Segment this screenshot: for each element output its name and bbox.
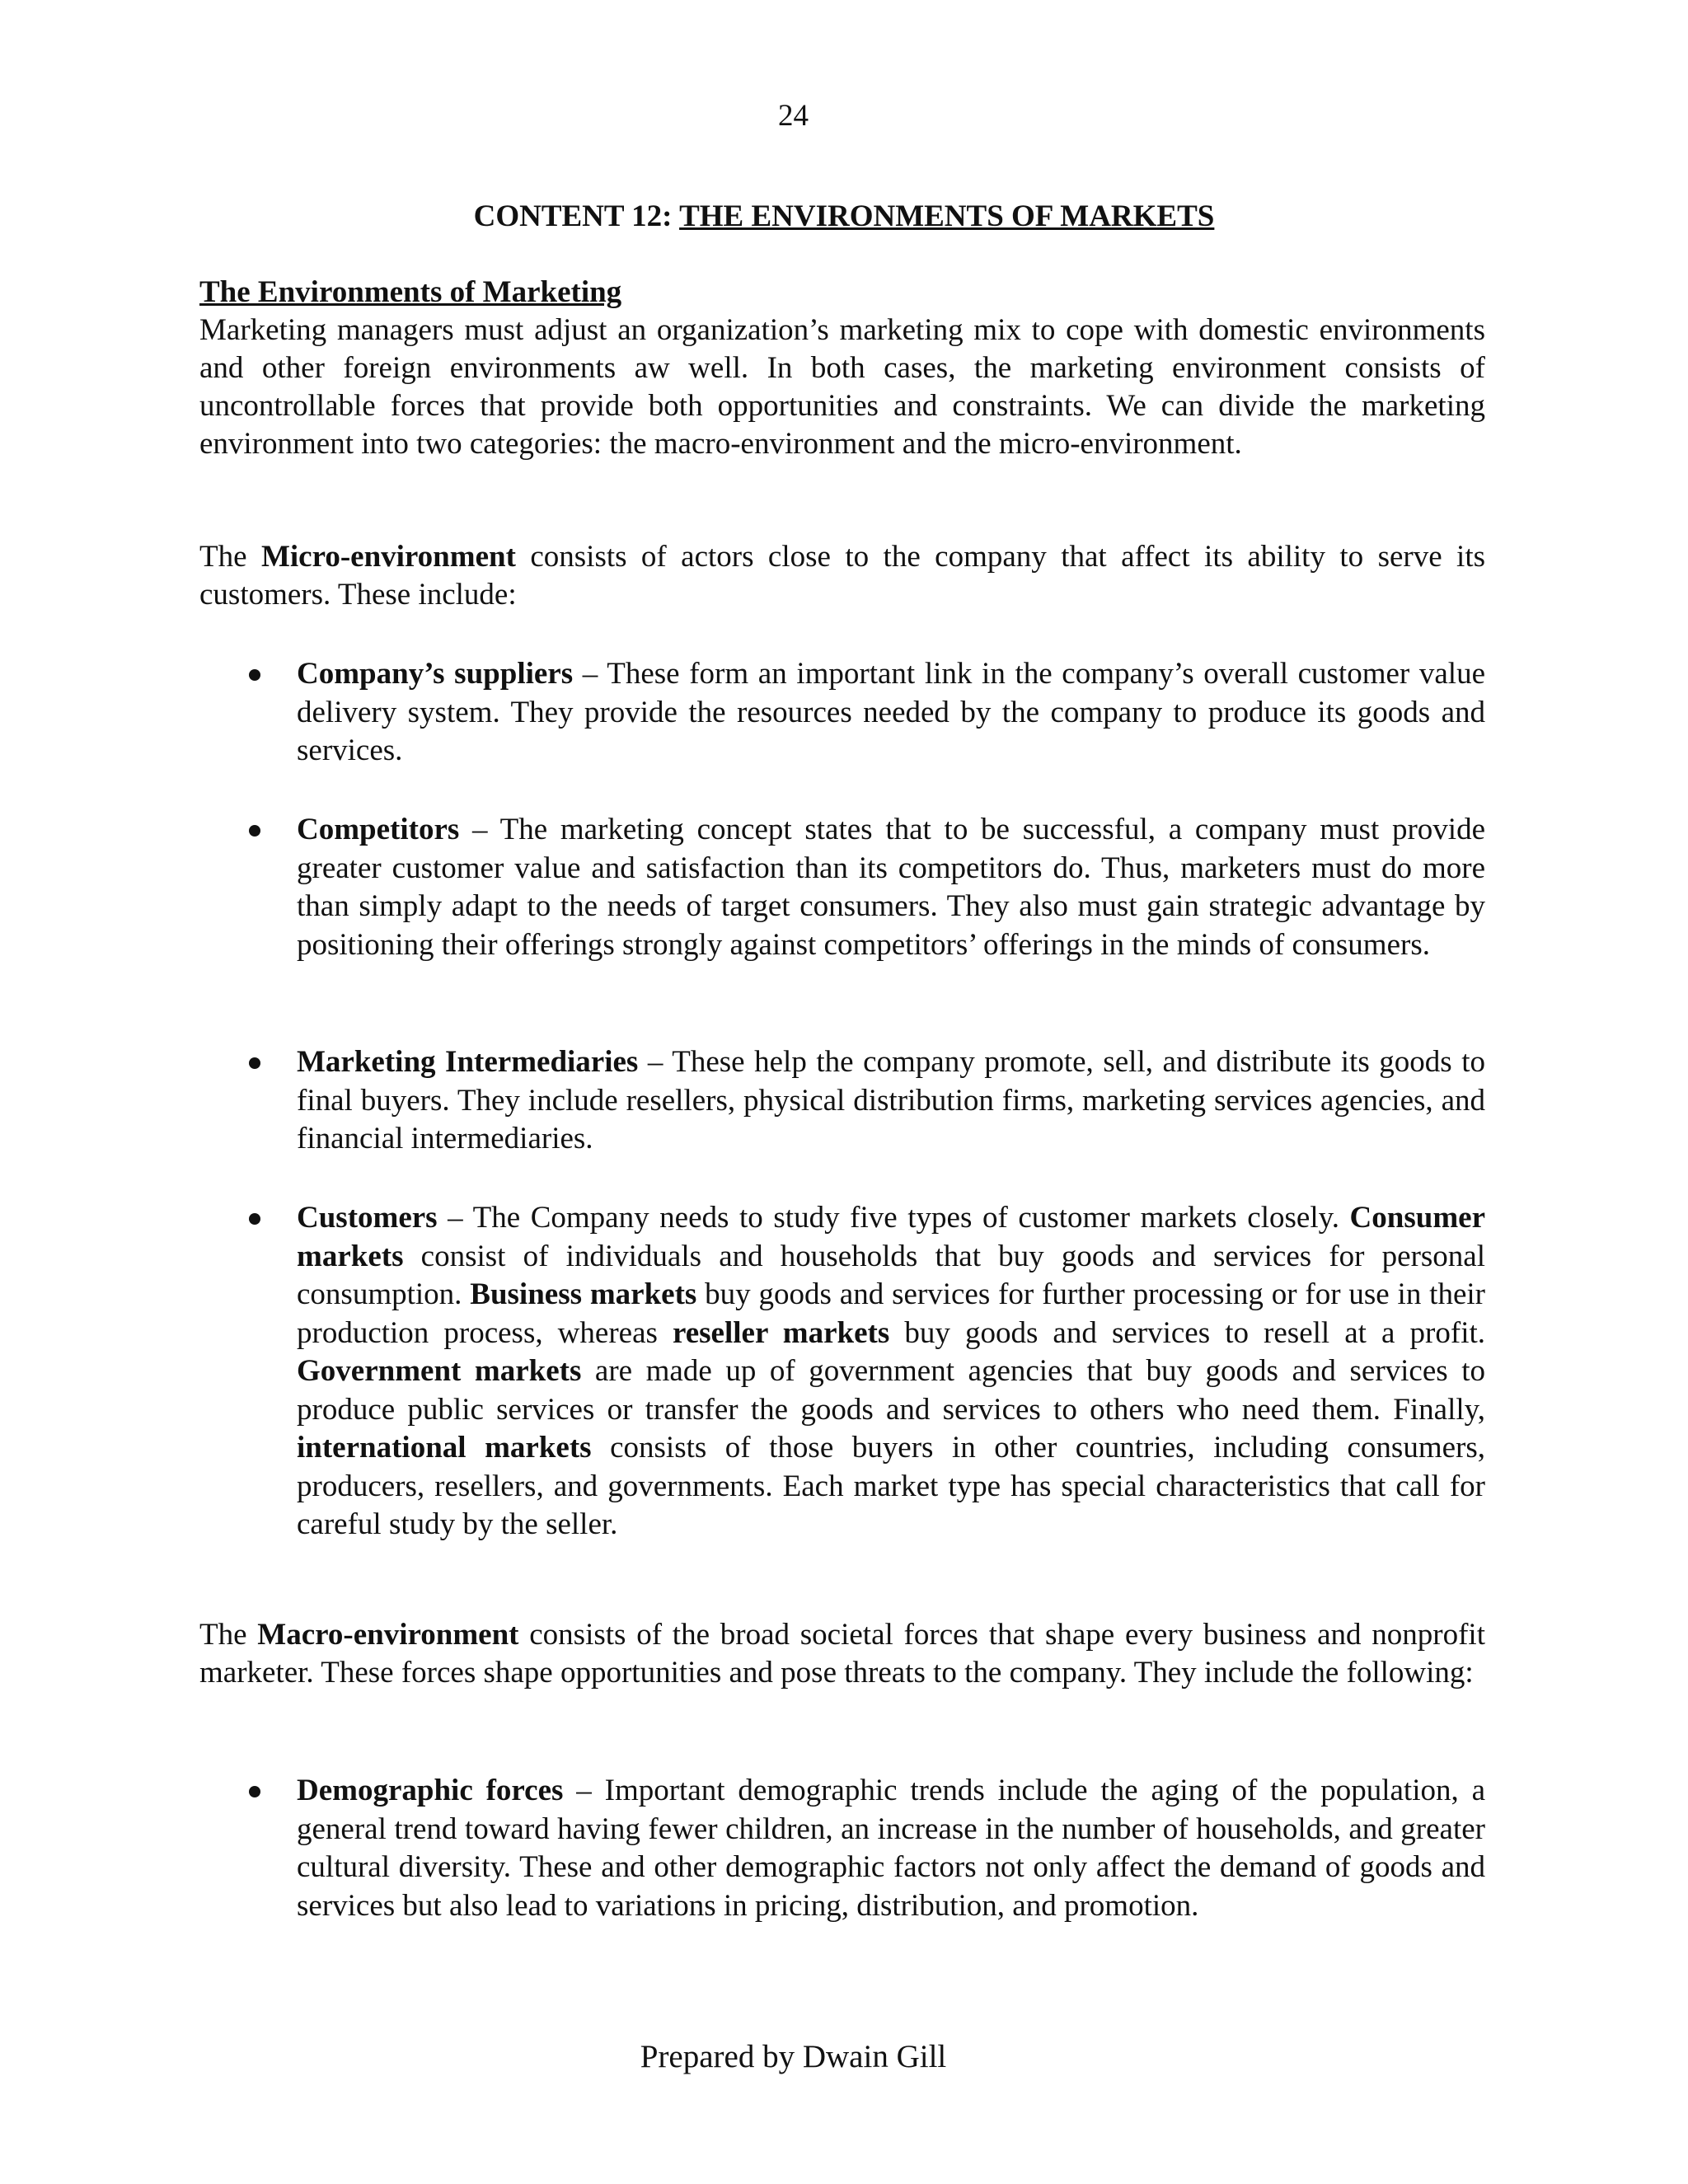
item-text: – These help the company promote, sell, and distribute its goods to final buyers. They include resellers, physical distribution firms, marketing services agencies, and financial intermediaries. [297, 1045, 1485, 1155]
item-term: Customers [297, 1201, 438, 1235]
list-item-customers [199, 1199, 1485, 1544]
micro-rest: consists of actors close to the company that affect its ability to serve its customers. These include: [199, 540, 1486, 612]
customers-text: – The Company needs to study five types of customer markets closely. [437, 1201, 1350, 1235]
bullet-icon [249, 1213, 260, 1225]
micro-environment-intro [199, 538, 1485, 614]
list-item-demographic [199, 1772, 1485, 1925]
list-item-suppliers [199, 655, 1485, 771]
customers-text: are made up of government agencies that buy goods and services to produce public services or transfer the goods and services to others who need them. Finally, [297, 1354, 1485, 1427]
reseller-markets-term: reseller markets [672, 1315, 890, 1350]
customers-text: buy goods and services to resell at a profit. [889, 1315, 1486, 1350]
title-prefix: CONTENT 12: [473, 199, 680, 233]
government-markets-term: Government markets [297, 1354, 582, 1388]
item-text: – Important demographic trends include the aging of the population, a general trend toward having fewer children, an increase in the number of households, and greater cultural diversity. These and other demographic factors not only affect the demand of goods and services but also lead to variations in pricing, distribution, and promotion. [297, 1774, 1486, 1923]
section-heading: The Environments of Marketing [199, 275, 622, 309]
intro-paragraph: Marketing managers must adjust an organization’s marketing mix to cope with domestic environments and other foreign environments aw well. In both cases, the marketing environment consists of uncontrollable forces that provide both opportunities and constraints. We can divide the marketing environment into two categories: the macro-environment and the micro-environment. [199, 313, 1485, 461]
micro-environment-list-customers [199, 1199, 1485, 1544]
bullet-icon [249, 1786, 260, 1797]
bullet-icon [249, 1057, 260, 1069]
item-term: Marketing Intermediaries [297, 1045, 639, 1079]
customers-text: buy goods and services for further processing or for use in their production process, whereas [297, 1277, 1485, 1350]
list-item-intermediaries [199, 1043, 1485, 1159]
international-markets-term: international markets [297, 1431, 592, 1465]
item-term: Company’s suppliers [297, 657, 574, 691]
customers-text: consist of individuals and households that buy goods and services for personal consumption. [297, 1239, 1485, 1311]
page-number: 24 [778, 99, 809, 133]
page-footer: Prepared by Dwain Gill [640, 2039, 947, 2074]
macro-environment-intro [199, 1616, 1485, 1692]
item-text: – These form an important link in the company’s overall customer value delivery system. They provide the resources needed by the company to produce its goods and services. [297, 657, 1486, 767]
micro-environment-list [199, 655, 1485, 771]
business-markets-term: Business markets [470, 1277, 697, 1311]
bullet-icon [249, 669, 260, 681]
macro-lead: The [199, 1618, 258, 1652]
micro-environment-list-competitors [199, 811, 1485, 964]
micro-term: Micro-environment [260, 540, 516, 574]
macro-term: Macro-environment [257, 1618, 519, 1652]
micro-lead: The [199, 540, 261, 574]
list-item-competitors [199, 811, 1485, 964]
consumer-markets-term: Consumer markets [297, 1201, 1485, 1273]
item-term: Demographic forces [297, 1774, 564, 1807]
macro-environment-list [199, 1772, 1485, 1925]
customers-text: consists of those buyers in other countries, including consumers, producers, resellers, and governments. Each market type has special characteristics that call for careful study by the seller. [297, 1431, 1485, 1541]
item-term: Competitors [297, 813, 460, 846]
page-title [0, 198, 1688, 236]
micro-environment-list-intermediaries [199, 1043, 1485, 1159]
item-text: – The marketing concept states that to be successful, a company must provide greater customer value and satisfaction than its competitors do. Thus, marketers must do more than simply adapt to the needs of target consumers. They also must gain strategic advantage by positioning their offerings strongly against competitors’ offerings in the minds of consumers. [297, 813, 1485, 962]
bullet-icon [249, 825, 260, 837]
intro-section [199, 274, 1485, 463]
title-main: THE ENVIRONMENTS OF MARKETS [679, 199, 1215, 233]
macro-rest: consists of the broad societal forces that shape every business and nonprofit marketer. These forces shape opportunities and pose threats to the company. They include the following: [199, 1618, 1485, 1690]
